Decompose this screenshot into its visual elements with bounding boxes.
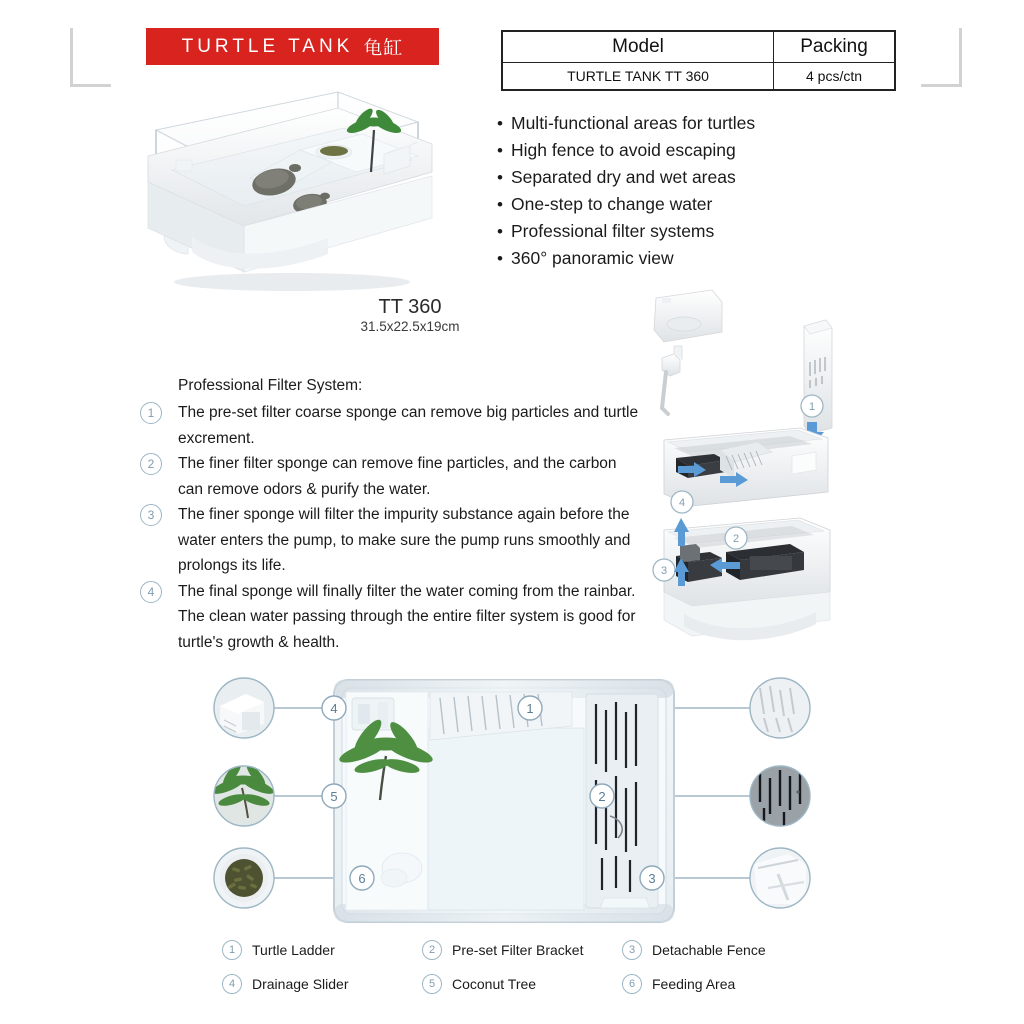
coconut-tree-thumb [212,760,276,826]
pump-hose-part [662,346,682,414]
callout-badge-2-tank [590,784,614,808]
turtle-ladder-thumb [750,678,810,738]
legend-item-turtle-ladder [222,940,422,960]
spec-table-body-row [502,63,895,91]
filter-bracket-thumb [750,766,810,826]
filter-system-item-text: The finer filter sponge can remove fine particles, and the carbon can remove odors & purify the water. [178,455,617,498]
rainbar-column-part [800,320,832,446]
banner-title-en: TURTLE TANK [181,35,354,57]
feature-label: High fence to avoid escaping [511,140,736,160]
step-badge-4: 4 [140,581,162,603]
corner-bracket-top-left [70,28,111,87]
callout-badge-3-tank [640,866,664,890]
spec-header-model: Model [502,31,774,63]
bullet-icon: • [497,168,503,187]
legend-label: Drainage Slider [252,976,349,992]
svg-text:4: 4 [678,497,686,509]
legend-item-feeding-area [622,974,822,994]
legend-badge-2: 2 [422,940,442,960]
feature-label: Multi-functional areas for turtles [511,113,756,133]
filter-system-item [140,579,640,656]
callout-badge-5-tank [322,784,346,808]
legend-badge-4: 4 [222,974,242,994]
product-photo [132,86,450,298]
filter-system-item [140,400,640,451]
legend-item-filter-bracket [422,940,622,960]
legend-badge-3: 3 [622,940,642,960]
drainage-slider-thumb [214,678,274,738]
feature-item [497,218,857,245]
legend-badge-6: 6 [622,974,642,994]
bullet-icon: • [497,249,503,268]
feature-label: 360° panoramic view [511,248,674,268]
feeding-pellets-thumb [214,848,274,908]
spec-header-packing: Packing [774,31,896,63]
legend-item-drainage-slider [222,974,422,994]
detachable-fence-thumb [750,848,810,908]
lid-part [654,290,722,342]
exploded-filter-diagram [640,280,875,665]
svg-text:4: 4 [330,701,338,716]
hero-dimensions-label: 31.5x22.5x19cm [360,319,460,334]
feature-label: One-step to change water [511,194,713,214]
svg-text:2: 2 [732,533,740,545]
spec-table-header-row [502,31,895,63]
legend-label: Turtle Ladder [252,942,335,958]
legend-badge-5: 5 [422,974,442,994]
feature-item [497,191,857,218]
spec-table [501,30,896,91]
feature-item [497,245,857,272]
filter-system-title: Professional Filter System: [178,377,363,394]
middle-tray-part [664,428,828,513]
feature-label: Professional filter systems [511,221,715,241]
svg-text:3: 3 [660,565,668,577]
step-badge-2: 2 [140,453,162,475]
legend-label: Detachable Fence [652,942,766,958]
spec-value-packing: 4 pcs/ctn [774,63,896,91]
step-badge-1: 1 [140,402,162,424]
svg-text:6: 6 [358,871,366,886]
legend-label: Feeding Area [652,976,736,992]
legend-label: Coconut Tree [452,976,537,992]
legend-item-coconut-tree [422,974,622,994]
filter-system-block [140,374,640,655]
svg-text:1: 1 [526,701,534,716]
feature-list [497,110,857,272]
feature-item [497,164,857,191]
svg-text:5: 5 [330,789,338,804]
bullet-icon: • [497,222,503,241]
tank-top-view [322,680,674,922]
legend-row [222,940,822,960]
base-tray-part [653,518,830,640]
filter-system-item-text: The pre-set filter coarse sponge can remove big particles and turtle excrement. [178,404,639,447]
legend-badge-1: 1 [222,940,242,960]
callout-badge-1-tank [518,696,542,720]
legend-label: Pre-set Filter Bracket [452,942,584,958]
legend [222,940,822,1008]
filter-system-item [140,502,640,579]
bullet-icon: • [497,114,503,133]
title-banner [146,28,439,65]
spec-value-model: TURTLE TANK TT 360 [502,63,774,91]
corner-bracket-top-right [921,28,962,87]
tank-callout-diagram [212,668,812,933]
feature-item [497,137,857,164]
bullet-icon: • [497,195,503,214]
svg-text:2: 2 [598,789,606,804]
callout-badge-6-tank [350,866,374,890]
feature-item [497,110,857,137]
feature-label: Separated dry and wet areas [511,167,736,187]
svg-text:3: 3 [648,871,656,886]
hero-model-label: TT 360 [378,296,442,318]
legend-row [222,974,822,994]
filter-system-item [140,451,640,502]
banner-title-cn: 龟缸 [363,38,404,59]
filter-system-item-text: The finer sponge will filter the impurity substance again before the water enters the pump, to make sure the pump runs smoothly and prolongs its life. [178,506,631,574]
step-badge-3: 3 [140,504,162,526]
bullet-icon: • [497,141,503,160]
callout-badge-4-tank [322,696,346,720]
filter-system-item-text: The final sponge will finally filter the water coming from the rainbar. The clean water passing through the entire filter system is good for turtle's growth & health. [178,582,636,651]
legend-item-detachable-fence [622,940,822,960]
svg-text:1: 1 [808,401,816,413]
